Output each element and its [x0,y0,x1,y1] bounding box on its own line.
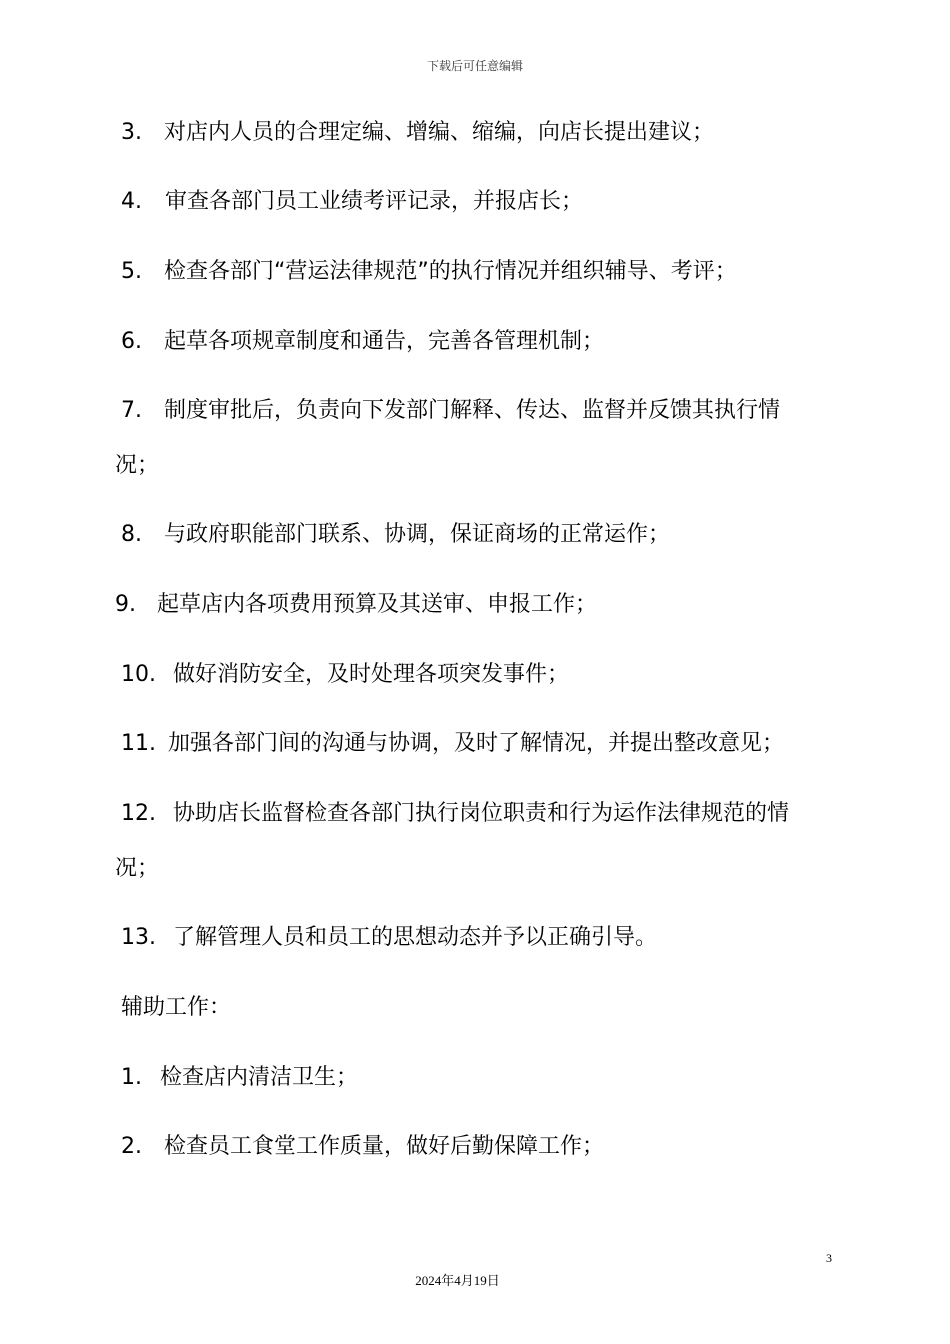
list-item [115,590,597,620]
item-number: 3. [121,120,142,145]
list-item [121,520,670,550]
list-item-continuation: 况； [115,453,160,478]
section-heading: 辅助工作： [121,995,232,1020]
list-item [121,118,714,148]
item-number: 13. [121,925,156,950]
list-item [121,1132,604,1162]
item-number: 12. [121,801,156,826]
list-item [121,799,789,829]
item-number: 5. [121,259,142,284]
item-text: 了解管理人员和员工的思想动态并予以正确引导。 [173,925,658,950]
list-item [121,187,583,217]
item-number: 1. [121,1065,142,1090]
item-text: 做好消防安全，及时处理各项突发事件； [173,662,570,687]
item-text: 加强各部门间的沟通与协调，及时了解情况，并提出整改意见； [168,731,785,756]
item-text: 审查各部门员工业绩考评记录，并报店长； [165,189,584,214]
page-number: 3 [826,1251,832,1265]
item-number: 10. [121,662,156,687]
item-number: 7. [121,398,142,423]
item-number: 11. [121,731,156,756]
list-item [121,257,737,287]
list-item [121,396,780,426]
list-item [121,327,604,357]
item-text: 检查各部门“营运法律规范”的执行情况并组织辅导、考评； [164,259,737,284]
item-text: 协助店长监督检查各部门执行岗位职责和行为运作法律规范的情 [173,801,790,826]
footer-date: 2024年4月19日 [415,1273,500,1288]
item-text: 起草各项规章制度和通告，完善各管理机制； [164,329,605,354]
item-text: 起草店内各项费用预算及其送审、申报工作； [157,592,598,617]
item-text: 检查店内清洁卫生； [160,1065,359,1090]
item-text: 对店内人员的合理定编、增编、缩编，向店长提出建议； [164,120,715,145]
list-item [121,923,657,953]
item-number: 8. [121,522,142,547]
item-number: 4. [121,189,142,214]
list-item [121,660,569,690]
list-item [121,1063,358,1093]
item-text: 与政府职能部门联系、协调，保证商场的正常运作； [164,522,671,547]
page-header: 下载后可任意编辑 [426,59,523,73]
item-text: 检查员工食堂工作质量，做好后勤保障工作； [164,1134,605,1159]
list-item [121,729,784,759]
list-item-continuation: 况； [115,856,160,881]
item-number: 6. [121,329,142,354]
item-number: 9. [115,592,136,617]
item-text: 制度审批后，负责向下发部门解释、传达、监督并反馈其执行情 [164,398,781,423]
item-number: 2. [121,1134,142,1159]
